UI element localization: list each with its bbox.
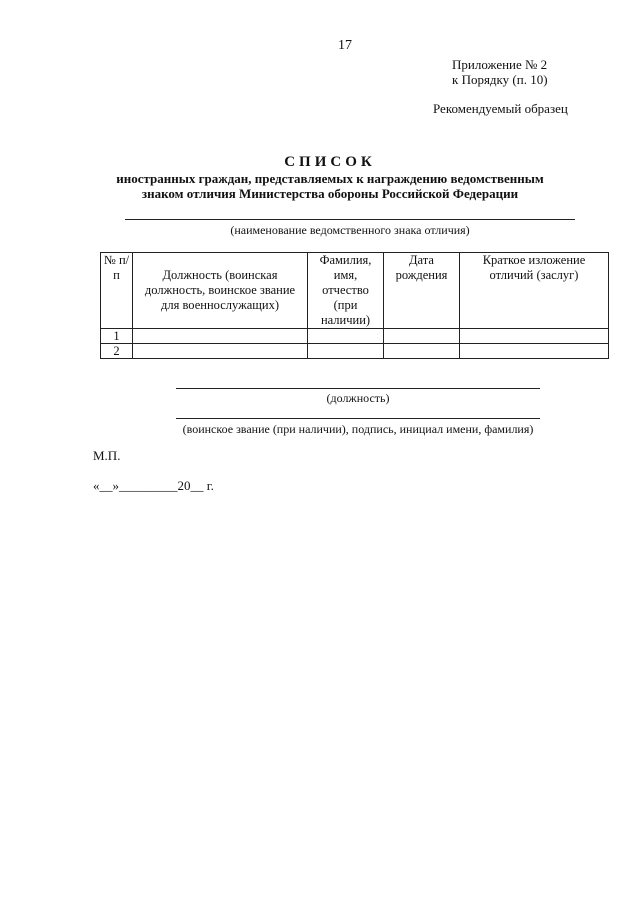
cell-full-name xyxy=(308,344,384,359)
signature-line xyxy=(176,418,540,419)
position-line xyxy=(176,388,540,389)
cell-position xyxy=(133,329,308,344)
cell-position xyxy=(133,344,308,359)
award-table xyxy=(100,252,609,359)
document-subtitle xyxy=(100,171,560,201)
appendix-reference xyxy=(452,57,548,87)
subtitle-line-1: иностранных граждан, представляемых к награждению ведомственным xyxy=(116,171,544,186)
recommended-sample-label: Рекомендуемый образец xyxy=(433,101,568,116)
page-number: 17 xyxy=(338,38,352,53)
cell-birth-date xyxy=(384,344,460,359)
award-name-caption: (наименование ведомственного знака отличия) xyxy=(230,223,470,237)
appendix-order: к Порядку (п. 10) xyxy=(452,72,548,87)
cell-full-name xyxy=(308,329,384,344)
cell-merits xyxy=(460,329,609,344)
cell-birth-date xyxy=(384,329,460,344)
appendix-number: Приложение № 2 xyxy=(452,57,548,72)
header-birth-date: Дата рождения xyxy=(384,253,460,329)
signature-caption: (воинское звание (при наличии), подпись, инициал имени, фамилия) xyxy=(182,422,534,436)
table-header-row xyxy=(101,253,609,329)
cell-number: 2 xyxy=(101,344,133,359)
subtitle-line-2: знаком отличия Министерства обороны Российской Федерации xyxy=(141,186,519,201)
header-position: Должность (воинская должность, воинское звание для военнослужащих) xyxy=(133,253,308,329)
date-line: «__»_________20__ г. xyxy=(93,478,214,493)
header-number: № п/п xyxy=(101,253,133,329)
cell-number: 1 xyxy=(101,329,133,344)
header-full-name: Фамилия, имя, отчество (при наличии) xyxy=(308,253,384,329)
table-row xyxy=(101,329,609,344)
table-row xyxy=(101,344,609,359)
cell-merits xyxy=(460,344,609,359)
header-merits: Краткое изложение отличий (заслуг) xyxy=(460,253,609,329)
document-title: СПИСОК xyxy=(284,154,376,170)
stamp-placeholder: М.П. xyxy=(93,448,121,463)
award-name-line xyxy=(125,219,575,220)
position-caption: (должность) xyxy=(326,391,390,405)
